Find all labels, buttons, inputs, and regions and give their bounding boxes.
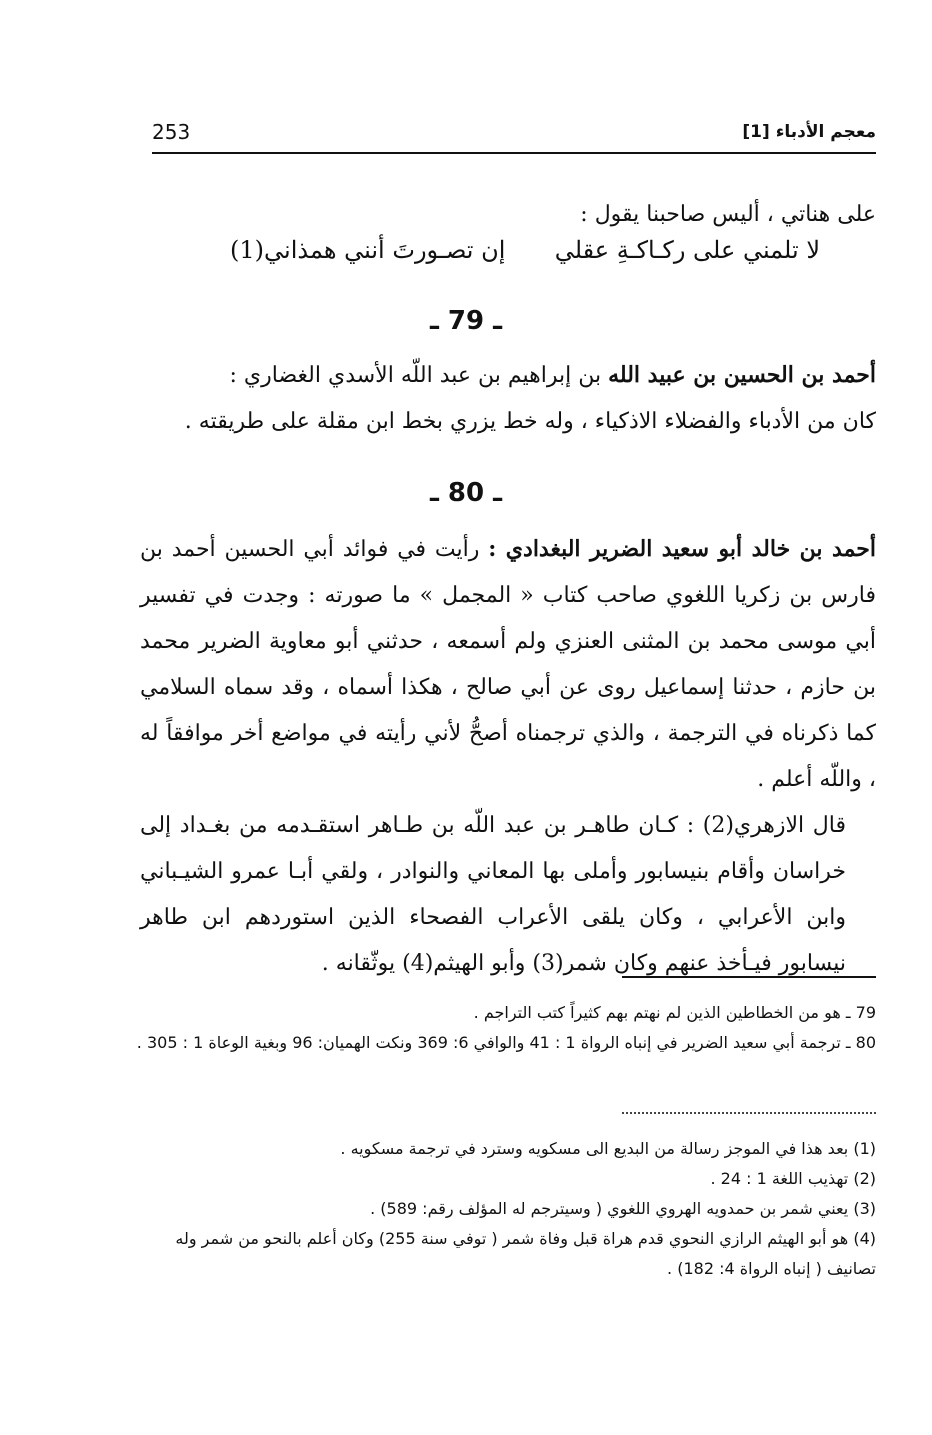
verse-first-hemistich: لا تلمني على ركـاكـةِ عقلي	[554, 236, 820, 264]
continuation-prose	[140, 192, 876, 238]
entry-number-79: ـ 79 ـ	[429, 306, 503, 336]
entry-79-body	[140, 352, 876, 445]
verse-second-hemistich: إن تصـورتَ أنني همذاني(1)	[230, 236, 506, 264]
verse	[190, 236, 820, 280]
header-title: معجم الأدباء [1]	[742, 122, 876, 142]
footnote-separator	[622, 976, 876, 978]
footnotes	[136, 1134, 876, 1284]
footnote: (1) بعد هذا في الموجز رسالة من البديع الى مسكويه وسترد في ترجمة مسكويه .	[340, 1139, 876, 1158]
source-note: 80 ـ ترجمة أبي سعيد الضرير في إنباه الرواة 1 : 41 والوافي 6: 369 ونكت الهميان: 96 وبغية الوعاة 1 : 305 .	[136, 1033, 876, 1052]
entry-80-paragraph-2: قال الازهري(2) : كـان طاهـر بن عبد اللّه بن طـاهر استقـدمه من بغـداد إلى خراسان وأقام بنيسابور وأملى بها المعاني والنوادر ، ولقي أبـا عمرو الشيـباني وابن الأعرابي ، وكان يلقى الأعراب الفصحاء الذين استوردهم ابن طاهر نيسابور فيـأخذ عنهم وكان شمر(3) وأبو الهيثم(4) يوثّقانه .	[140, 813, 846, 976]
entry-80-text-1: رأيت في فوائد أبي الحسين أحمد بن فارس بن زكريا اللغوي صاحب كتاب « المجمل » ما صورته : وجدت في تفسير أبي موسى محمد بن المثنى العنزي ولم أسمعه ، حدثني أبو معاوية الضرير محمد بن حازم ، حدثنا إسماعيل روى عن أبي صالح ، هكذا أسماه ، وقد سماه السلامي كما ذكرناه في الترجمة ، والذي ترجمناه أصحُّ لأني رأيته في مواضع أخر موافقاً له ، واللّه أعلم .	[140, 537, 876, 792]
source-note: 79 ـ هو من الخطاطين الذين لم نهتم بهم كثيراً كتب التراجم .	[473, 1003, 876, 1022]
running-header	[152, 118, 876, 154]
entry-80-paragraph-1	[140, 526, 876, 803]
entry-79-name: أحمد بن الحسين بن عبيد الله	[608, 362, 876, 388]
footnote: (2) تهذيب اللغة 1 : 24 .	[710, 1169, 876, 1188]
entry-number-80: ـ 80 ـ	[429, 478, 503, 508]
entry-80-body	[140, 526, 876, 987]
header-rule	[152, 152, 876, 154]
entry-79-text: كان من الأدباء والفضلاء الاذكياء ، وله خط يزري بخط ابن مقلة على طريقته .	[184, 409, 876, 434]
source-notes	[136, 998, 876, 1058]
entry-79-name-rest: بن إبراهيم بن عبد اللّه الأسدي الغضاري :	[229, 363, 609, 388]
footnote: (4) هو أبو الهيثم الرازي النحوي قدم هراة قبل وفاة شمر ( توفي سنة 255) وكان أعلم بالنحو من شمر وله تصانيف ( إنباه الرواة 4: 182) .	[175, 1229, 876, 1278]
page-number: 253	[152, 120, 191, 144]
continuation-line: على هناتي ، أليس صاحبنا يقول :	[580, 202, 876, 227]
entry-80-name: أحمد بن خالد أبو سعيد الضرير البغدادي :	[488, 536, 876, 562]
footnote: (3) يعني شمر بن حمدويه الهروي اللغوي ( وسيترجم له المؤلف رقم: 589) .	[370, 1199, 876, 1218]
entry-79-heading	[140, 352, 876, 399]
dotted-separator	[622, 1112, 876, 1114]
